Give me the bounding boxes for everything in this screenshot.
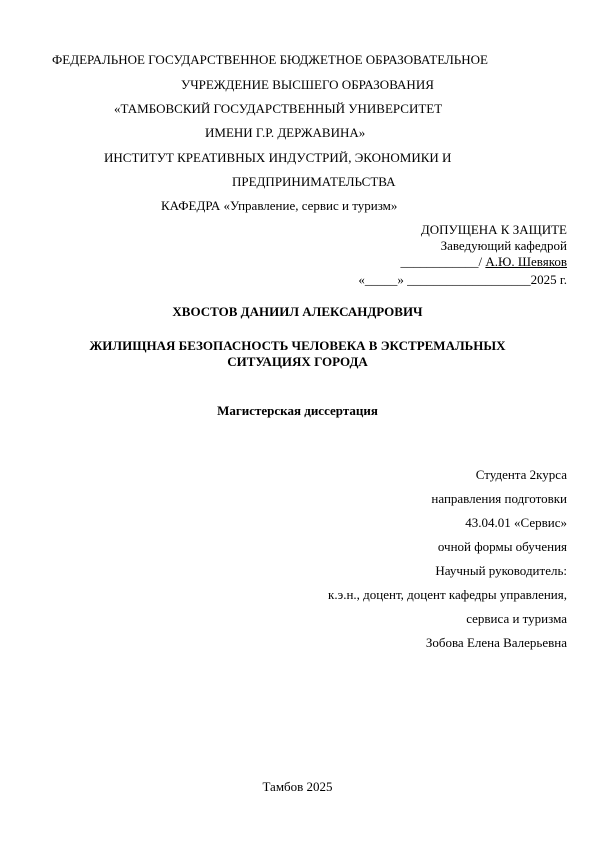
header-line-4: ИМЕНИ Г.Р. ДЕРЖАВИНА»	[205, 125, 366, 140]
header-line-2: УЧРЕЖДЕНИЕ ВЫСШЕГО ОБРАЗОВАНИЯ	[181, 77, 434, 92]
thesis-title-line-1: ЖИЛИЩНАЯ БЕЗОПАСНОСТЬ ЧЕЛОВЕКА В ЭКСТРЕМАЛЬНЫХ	[89, 338, 506, 353]
header-line-1: ФЕДЕРАЛЬНОЕ ГОСУДАРСТВЕННОЕ БЮДЖЕТНОЕ ОБРАЗОВАТЕЛЬНОЕ	[52, 52, 488, 67]
head-of-department-title: Заведующий кафедрой	[440, 238, 567, 253]
thesis-title-line-2: СИТУАЦИЯХ ГОРОДА	[227, 354, 368, 369]
supervisor-position-1: к.э.н., доцент, доцент кафедры управления,	[328, 587, 567, 602]
student-info-line-3: 43.04.01 «Сервис»	[465, 515, 567, 530]
approval-date-line: «_____» ___________________2025 г.	[358, 272, 567, 287]
student-info-line-4: очной формы обучения	[437, 539, 567, 554]
supervisor-position-2: сервиса и туризма	[466, 611, 567, 626]
header-line-6: ПРЕДПРИНИМАТЕЛЬСТВА	[232, 174, 396, 189]
signature-blank: ____________/	[400, 254, 483, 269]
department-line: КАФЕДРА «Управление, сервис и туризм»	[161, 198, 398, 213]
work-type: Магистерская диссертация	[217, 403, 378, 418]
author-name: ХВОСТОВ ДАНИИЛ АЛЕКСАНДРОВИЧ	[172, 304, 423, 319]
head-signature-line	[401, 254, 568, 270]
header-line-5: ИНСТИТУТ КРЕАТИВНЫХ ИНДУСТРИЙ, ЭКОНОМИКИ И	[104, 150, 452, 165]
admitted-to-defense: ДОПУЩЕНА К ЗАЩИТЕ	[420, 222, 567, 237]
student-info-line-2: направления подготовки	[431, 491, 567, 506]
city-year: Тамбов 2025	[262, 779, 333, 794]
header-line-3: «ТАМБОВСКИЙ ГОСУДАРСТВЕННЫЙ УНИВЕРСИТЕТ	[114, 101, 443, 116]
student-info-line-1: Студента 2курса	[475, 467, 567, 482]
supervisor-name: Зобова Елена Валерьевна	[425, 635, 567, 650]
supervisor-label: Научный руководитель:	[435, 563, 567, 578]
head-name: А.Ю. Шевяков	[485, 254, 567, 269]
